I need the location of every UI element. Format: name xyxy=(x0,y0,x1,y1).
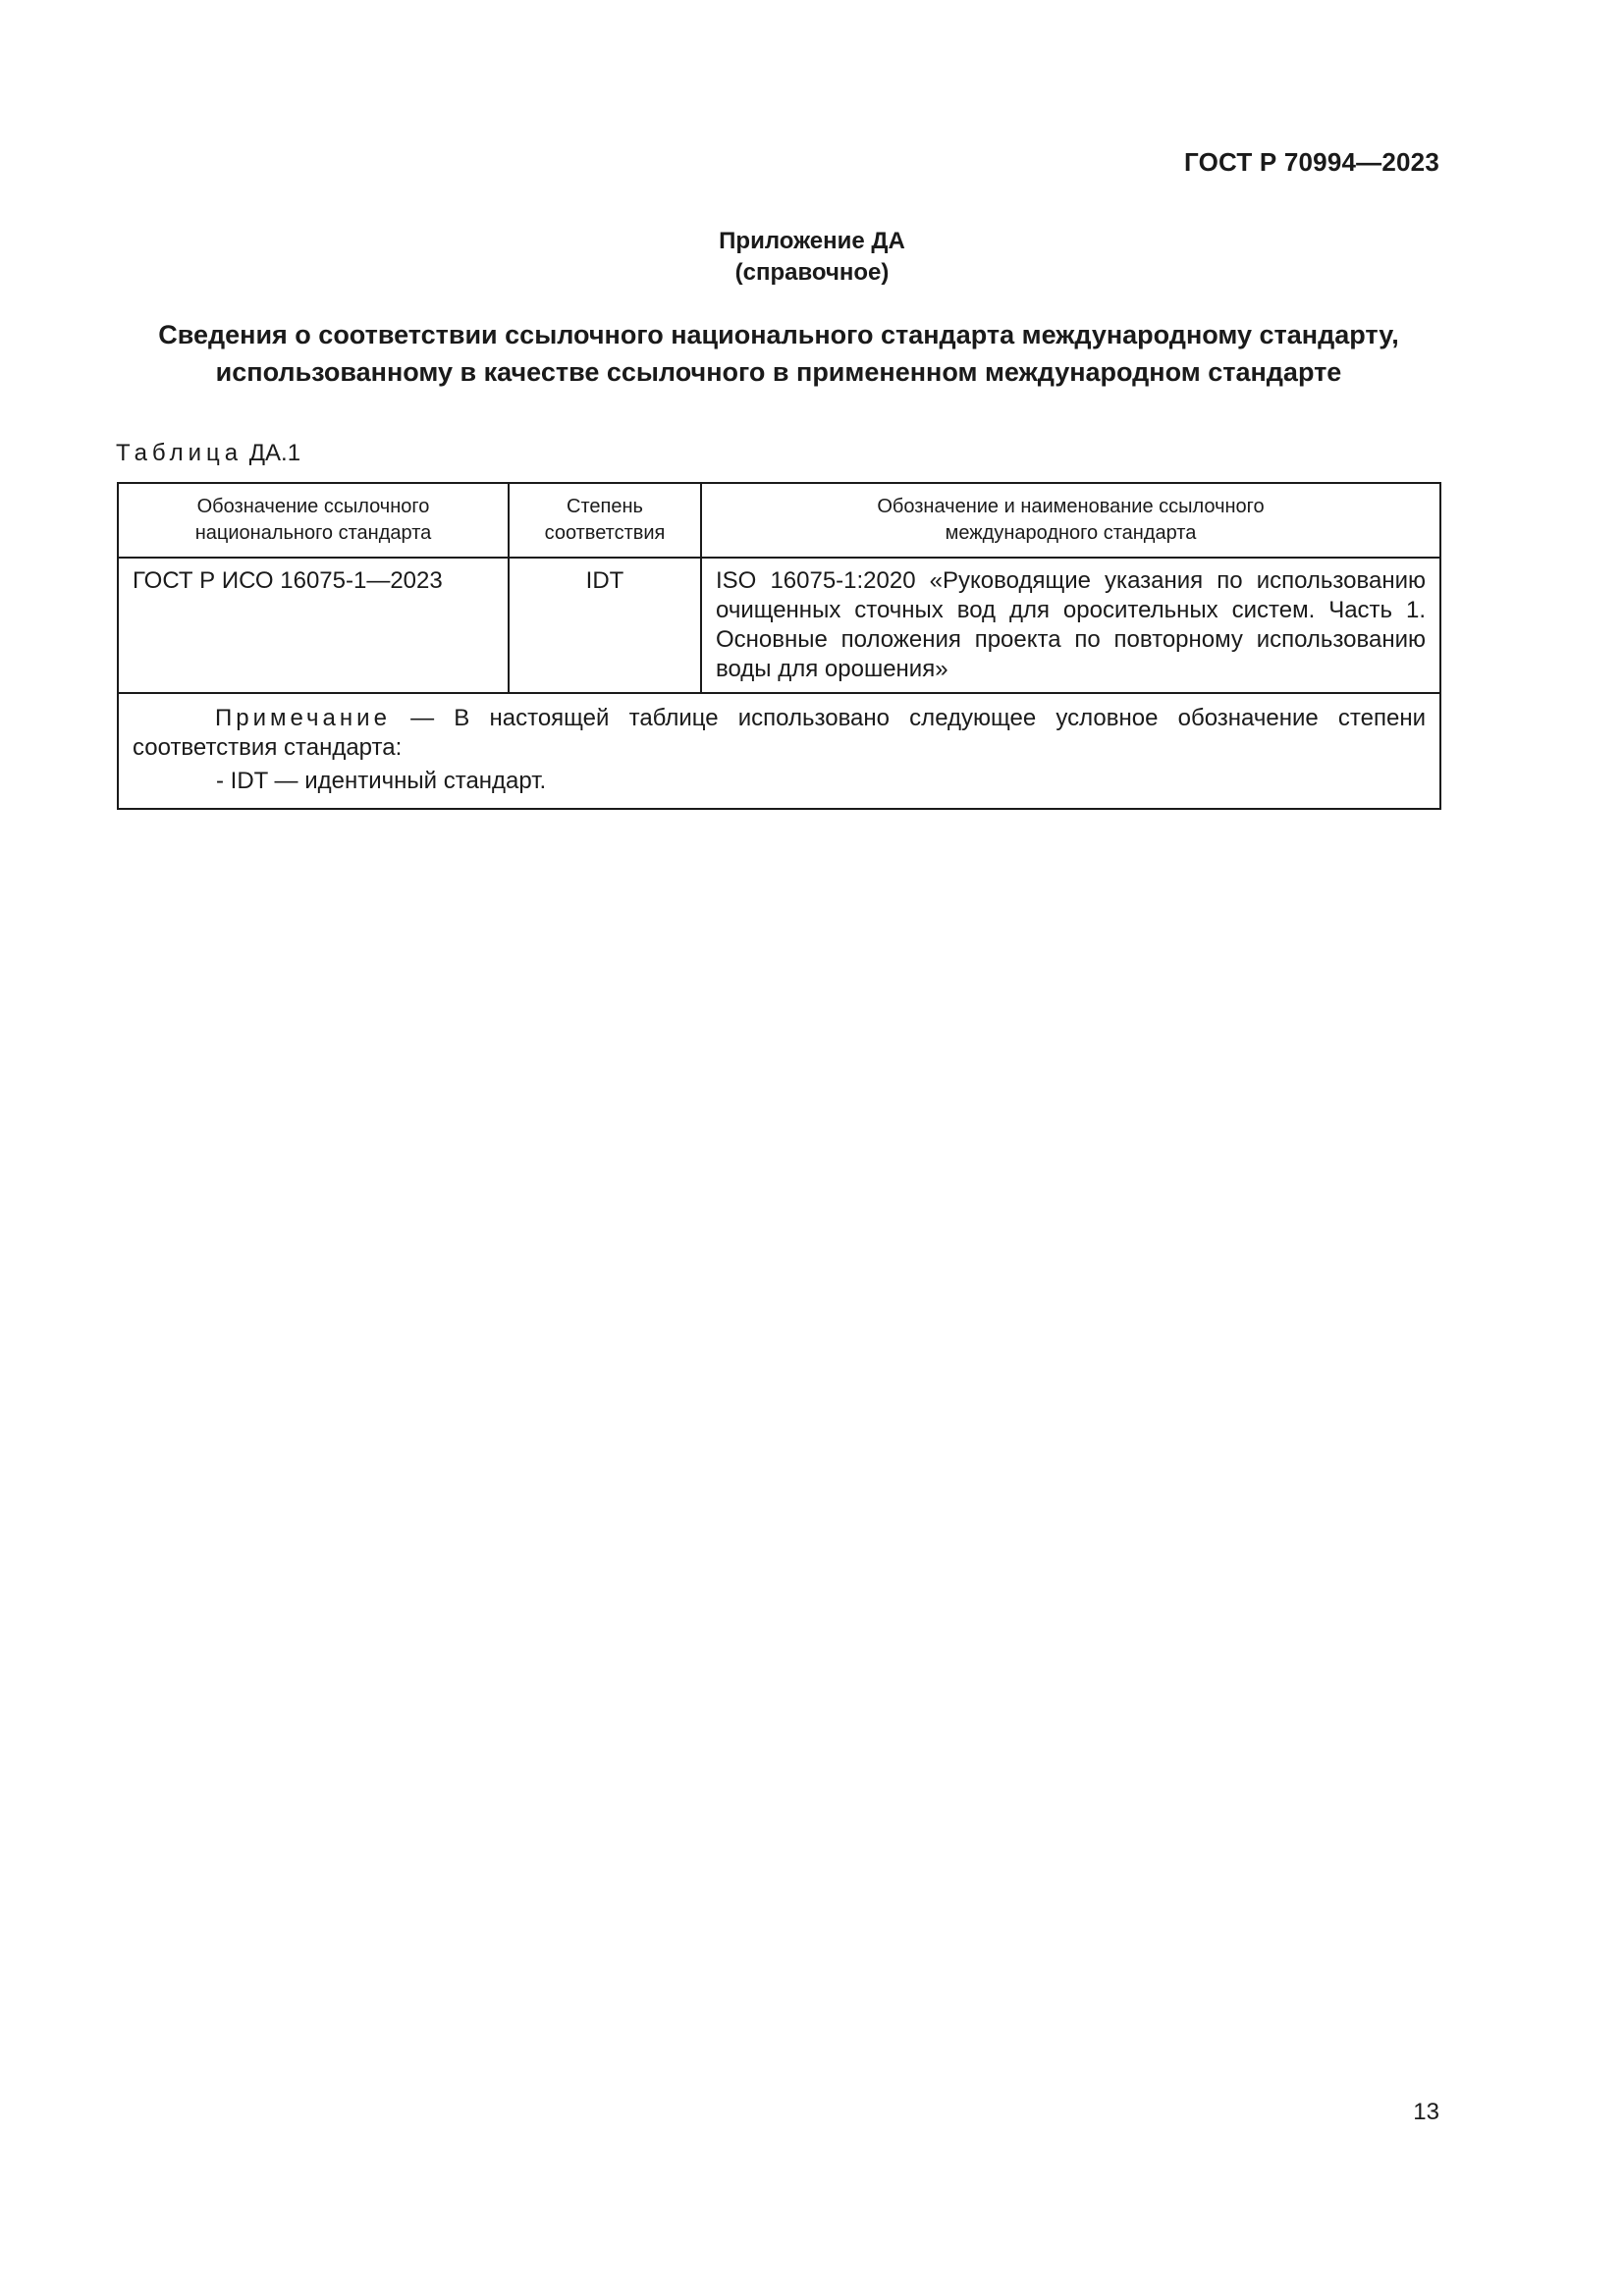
cell-degree xyxy=(509,558,701,693)
table-row xyxy=(118,558,1440,693)
table-caption xyxy=(116,440,300,467)
header-degree-line-2: соответствия xyxy=(544,522,666,544)
header-national-standard xyxy=(118,483,509,558)
note-text xyxy=(133,704,1426,763)
section-title-line-1: Сведения о соответствии ссылочного национального стандарта международному стандарту, xyxy=(158,320,1399,349)
table-note xyxy=(118,693,1440,809)
annex-title: Приложение ДА xyxy=(719,228,905,254)
cell-international-standard xyxy=(701,558,1440,693)
cell-national-standard xyxy=(118,558,509,693)
header-international-line-2: международного стандарта xyxy=(945,522,1197,544)
page-number: 13 xyxy=(1413,2099,1439,2125)
section-title xyxy=(118,316,1439,391)
international-standard-text: ISO 16075-1:2020 «Руководящие указания по использованию очищенных сточных вод для оросительных систем. Часть 1. Основные положения проекта по повторному использованию воды для орошения» xyxy=(716,567,1426,682)
table-caption-number: ДА.1 xyxy=(248,440,301,466)
degree-value: IDT xyxy=(585,567,624,594)
note-item: - IDT — идентичный стандарт. xyxy=(216,768,547,794)
document-code: ГОСТ Р 70994—2023 xyxy=(1184,147,1439,177)
header-international-standard xyxy=(701,483,1440,558)
header-international-line-1: Обозначение и наименование ссылочного xyxy=(877,496,1265,517)
header-national-line-2: национального стандарта xyxy=(194,522,432,544)
annex-heading xyxy=(0,226,1624,289)
annex-type: (справочное) xyxy=(734,259,890,286)
table-header-row xyxy=(118,483,1440,558)
header-national-line-1: Обозначение ссылочного xyxy=(196,496,430,517)
table-note-row xyxy=(118,693,1440,809)
note-label: Примечание xyxy=(215,705,391,731)
correspondence-table xyxy=(117,482,1441,810)
header-degree xyxy=(509,483,701,558)
header-degree-line-1: Степень xyxy=(567,496,643,517)
national-standard-code: ГОСТ Р ИСО 16075-1—2023 xyxy=(133,567,443,594)
section-title-line-2: использованному в качестве ссылочного в примененном международном стандарте xyxy=(215,357,1342,387)
note-body: — В настоящей таблице использовано следующее условное обозначение степени соответствия стандарта: xyxy=(133,705,1426,761)
table-caption-label: Таблица xyxy=(116,440,244,466)
